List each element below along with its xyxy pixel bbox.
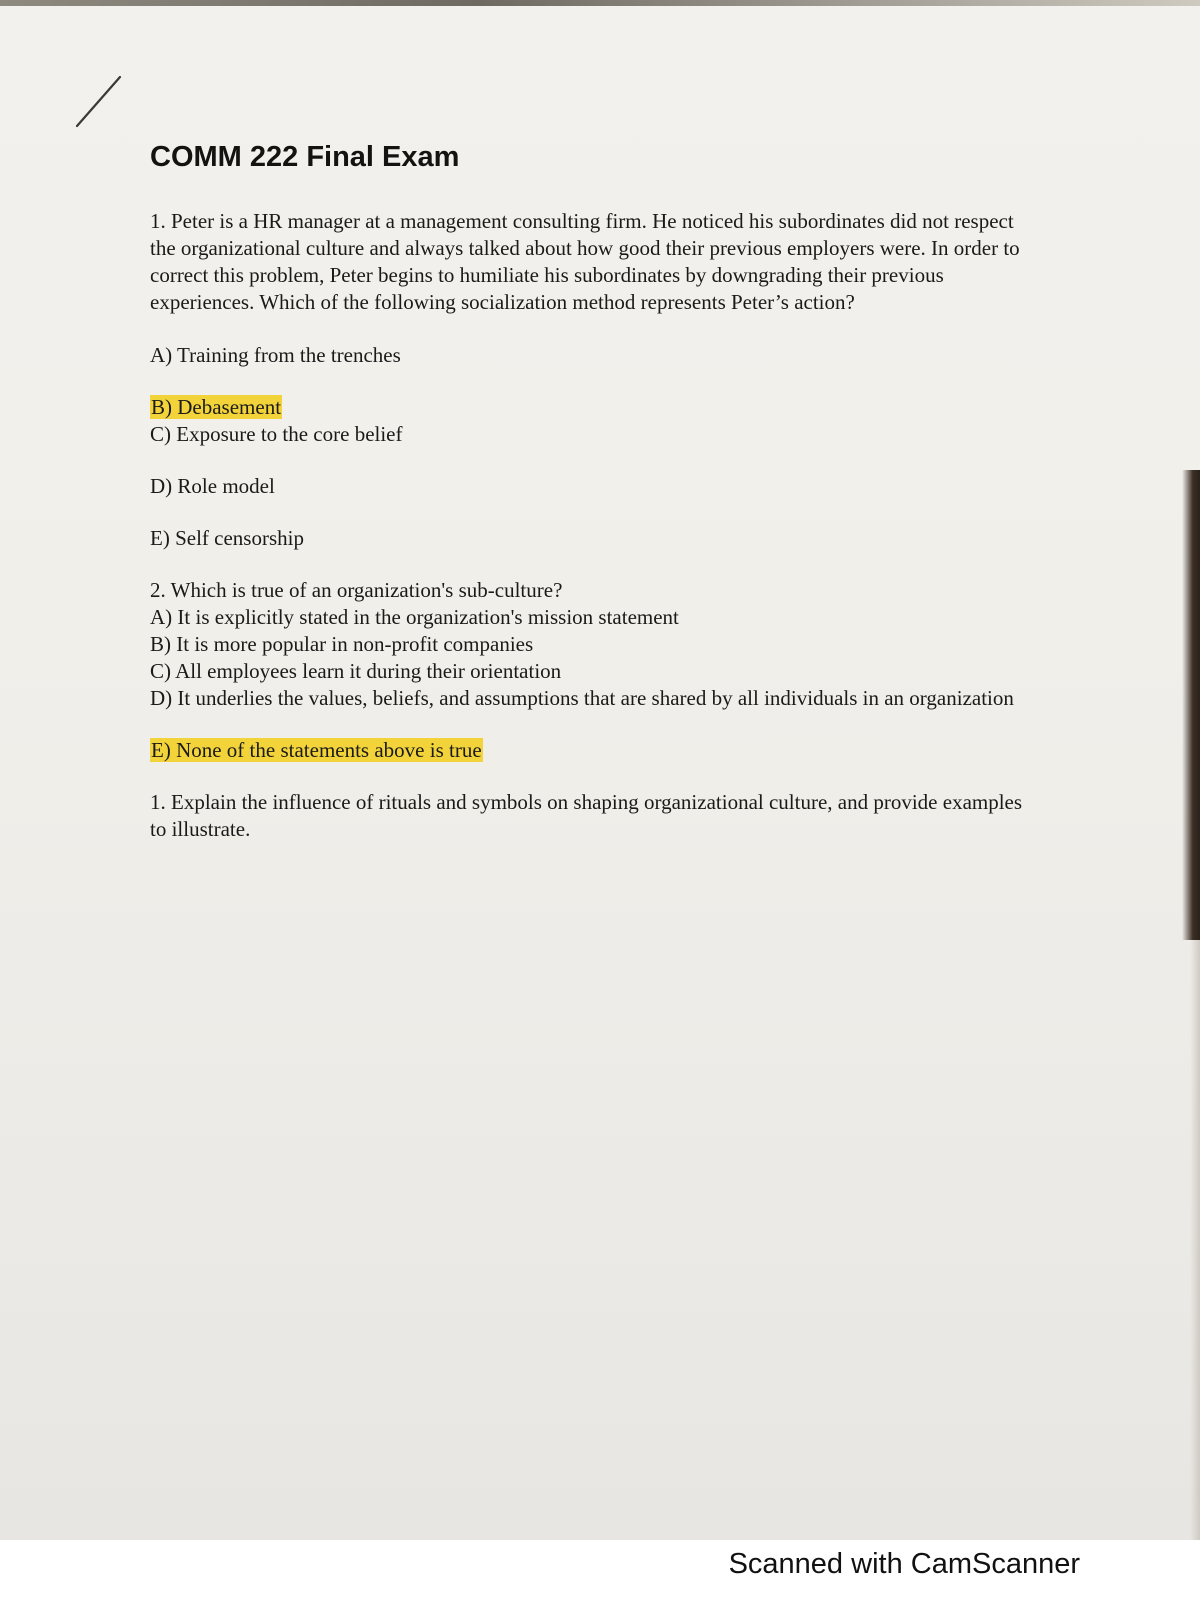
question-2-option-a: A) It is explicitly stated in the organization's mission statement: [150, 605, 679, 629]
question-2-option-e: [150, 737, 1030, 764]
question-1-option-b: [150, 394, 1030, 421]
camscanner-watermark: Scanned with CamScanner: [728, 1548, 1080, 1580]
question-1-option-d: D) Role model: [150, 474, 275, 498]
question-2-option-c: C) All employees learn it during their orientation: [150, 659, 562, 683]
question-1: [150, 208, 1030, 577]
essay-question-text: 1. Explain the influence of rituals and symbols on shaping organizational culture, and provide examples to illustrate.: [150, 790, 1023, 841]
question-2-text: 2. Which is true of an organization's sub-culture?: [150, 578, 563, 602]
question-1-option-e: E) Self censorship: [150, 526, 304, 550]
question-1-option-a: A) Training from the trenches: [150, 343, 401, 367]
question-2-option-b: B) It is more popular in non-profit companies: [150, 632, 534, 656]
scanner-footer: [0, 1540, 1200, 1611]
answer-highlight: E) None of the statements above is true: [151, 738, 482, 762]
top-edge-shadow: [0, 0, 1200, 6]
pen-slash-mark: [74, 74, 134, 130]
question-2-option-d: D) It underlies the values, beliefs, and assumptions that are shared by all individuals in an organization: [150, 686, 1014, 710]
exam-title: COMM 222 Final Exam: [150, 141, 460, 173]
question-1-text: 1. Peter is a HR manager at a management consulting firm. He noticed his subordinates did not respect the organizational culture and always talked about how good their previous employers were. In order to correct this problem, Peter begins to humiliate his subordinates by downgrading their previous experiences. Which of the following socialization method represents Peter’s action?: [150, 209, 1020, 314]
question-1-option-c: C) Exposure to the core belief: [150, 422, 403, 446]
essay-question: [150, 789, 1030, 843]
question-2: [150, 577, 1030, 764]
right-edge-shadow-lower: [1190, 940, 1200, 1540]
right-edge-shadow: [1182, 470, 1200, 940]
exam-document: [150, 140, 1030, 843]
answer-highlight: B) Debasement: [151, 395, 282, 419]
